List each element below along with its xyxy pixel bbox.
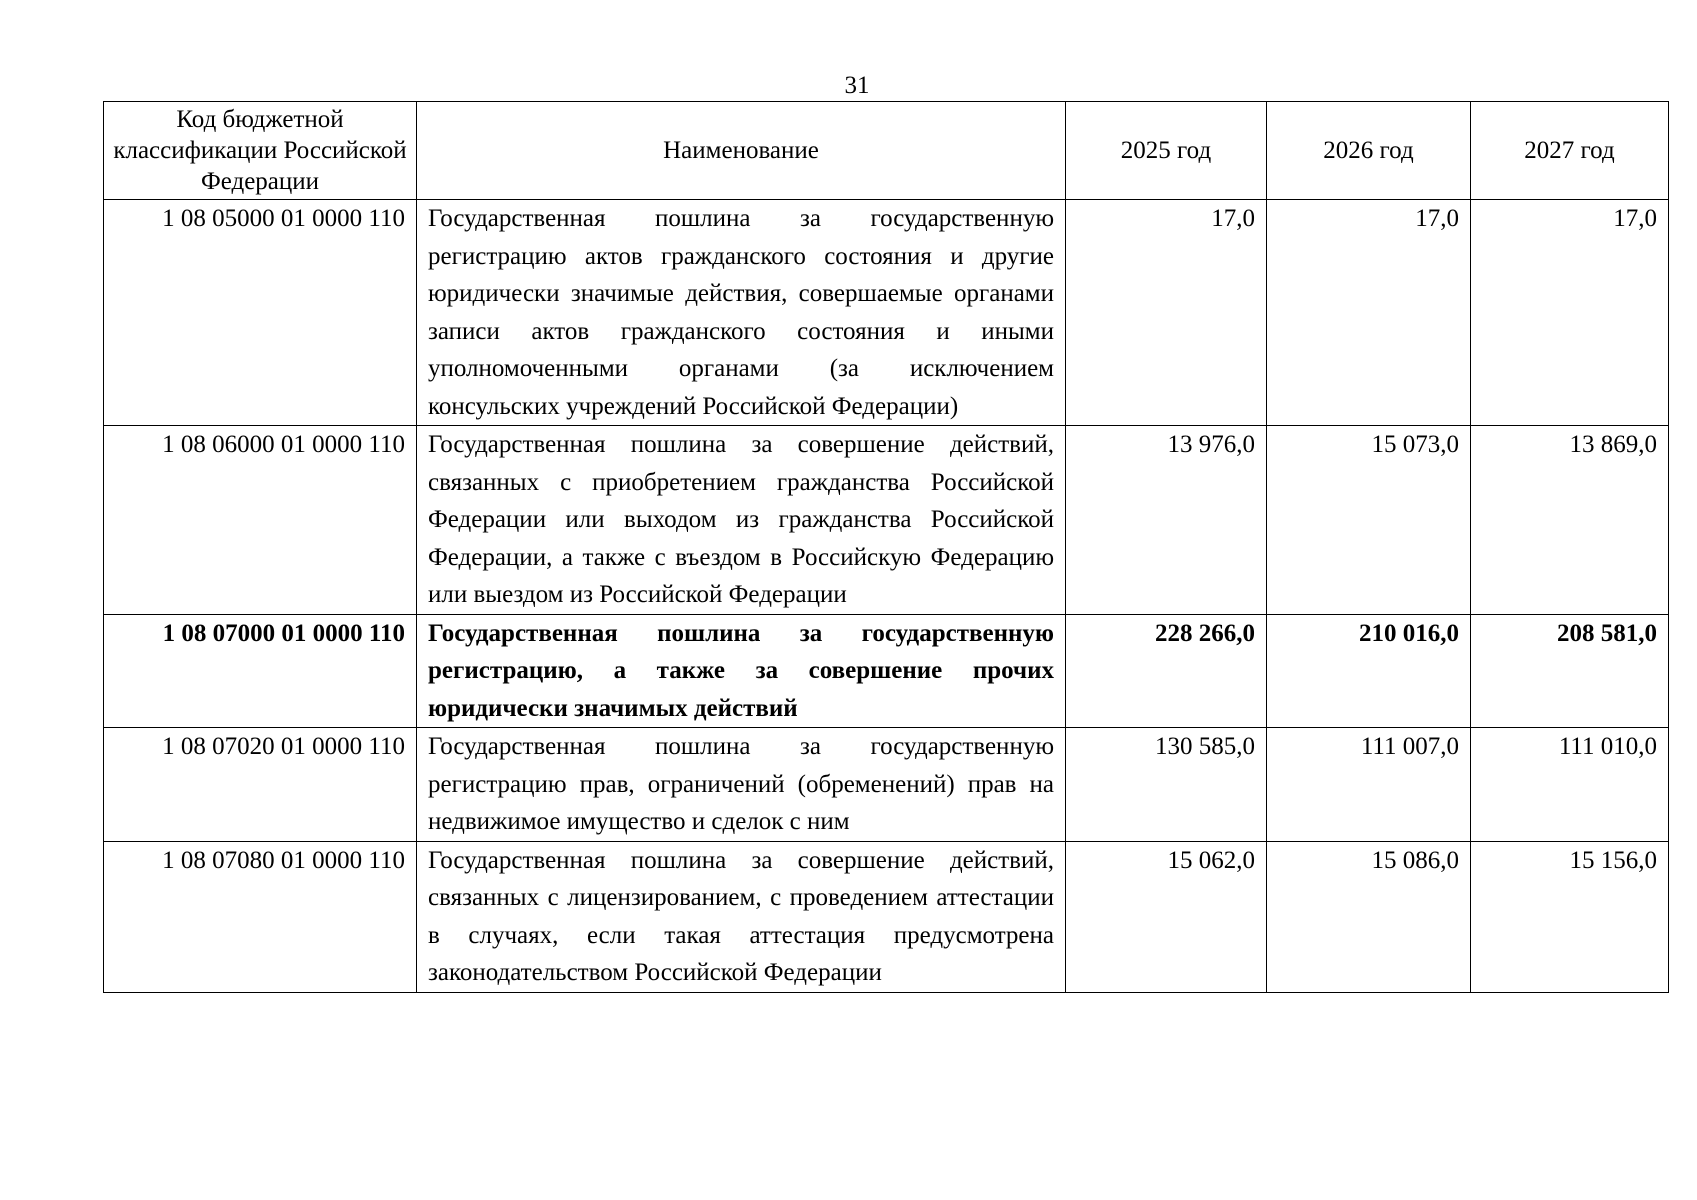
row-value-2026: 210 016,0 (1267, 614, 1471, 728)
table-row (104, 841, 1669, 992)
row-value-2025: 13 976,0 (1066, 426, 1267, 615)
header-2026: 2026 год (1267, 102, 1471, 200)
row-code: 1 08 07020 01 0000 110 (104, 728, 417, 842)
table-row (104, 728, 1669, 842)
row-name: Государственная пошлина за государственную регистрацию актов гражданского состояния и другие юридически значимые действия, совершаемые органами записи актов гражданского состояния и иными уполномоченными органами (за исключением консульских учреждений Российской Федерации) (417, 200, 1066, 426)
row-value-2026: 17,0 (1267, 200, 1471, 426)
table-row (104, 200, 1669, 426)
row-value-2026: 111 007,0 (1267, 728, 1471, 842)
row-name: Государственная пошлина за совершение действий, связанных с лицензированием, с проведением аттестации в случаях, если такая аттестация предусмотрена законодательством Российской Федерации (417, 841, 1066, 992)
header-name: Наименование (417, 102, 1066, 200)
header-code: Код бюджетной классификации Российской Федерации (104, 102, 417, 200)
row-code: 1 08 06000 01 0000 110 (104, 426, 417, 615)
row-value-2027: 13 869,0 (1471, 426, 1669, 615)
row-value-2027: 15 156,0 (1471, 841, 1669, 992)
row-code: 1 08 07080 01 0000 110 (104, 841, 417, 992)
budget-revenue-table (103, 101, 1669, 993)
row-value-2027: 17,0 (1471, 200, 1669, 426)
row-value-2025: 228 266,0 (1066, 614, 1267, 728)
row-name: Государственная пошлина за государственную регистрацию, а также за совершение прочих юридически значимых действий (417, 614, 1066, 728)
table-row-total (104, 614, 1669, 728)
header-2025: 2025 год (1066, 102, 1267, 200)
page-number: 31 (844, 72, 870, 99)
table-row (104, 426, 1669, 615)
row-name: Государственная пошлина за государственную регистрацию прав, ограничений (обременений) прав на недвижимое имущество и сделок с ним (417, 728, 1066, 842)
row-name: Государственная пошлина за совершение действий, связанных с приобретением гражданства Российской Федерации или выходом из гражданства Российской Федерации, а также с въездом в Российскую Федерацию или выездом из Российской Федерации (417, 426, 1066, 615)
row-value-2026: 15 086,0 (1267, 841, 1471, 992)
row-value-2026: 15 073,0 (1267, 426, 1471, 615)
row-code: 1 08 05000 01 0000 110 (104, 200, 417, 426)
row-value-2027: 111 010,0 (1471, 728, 1669, 842)
table-header-row (104, 102, 1669, 200)
header-2027: 2027 год (1471, 102, 1669, 200)
row-value-2025: 15 062,0 (1066, 841, 1267, 992)
row-code: 1 08 07000 01 0000 110 (104, 614, 417, 728)
row-value-2025: 17,0 (1066, 200, 1267, 426)
row-value-2027: 208 581,0 (1471, 614, 1669, 728)
row-value-2025: 130 585,0 (1066, 728, 1267, 842)
